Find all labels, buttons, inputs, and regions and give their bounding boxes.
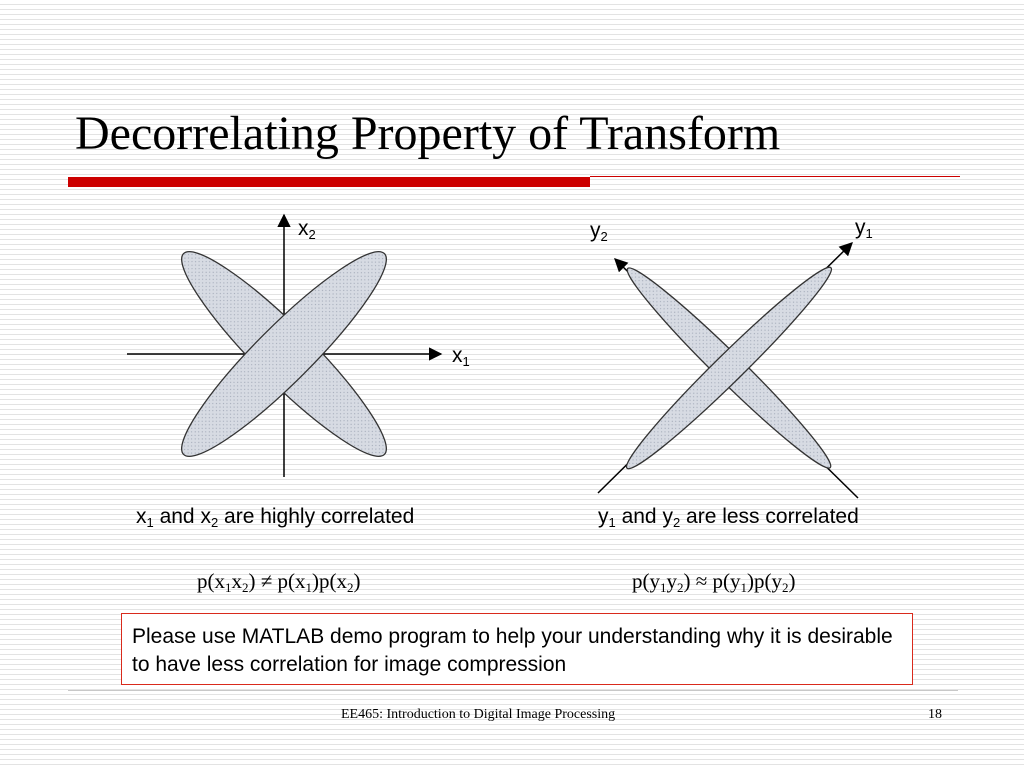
right-probability-formula: $p(y_1y_2) \approx p(y_1)p(y_2)$ — [632, 569, 796, 595]
left-caption: $x_1$ and $x_2$ are highly correlated — [136, 505, 415, 530]
footer-divider — [68, 690, 958, 691]
left-probability-formula: $p(x_1x_2) \ne p(x_1)p(x_2)$ — [197, 569, 361, 595]
left-x1-axis-label: $x_1$ — [452, 344, 470, 369]
matlab-demo-note: Please use MATLAB demo program to help your understanding why it is desirable to have less correlation for image compression — [121, 613, 913, 685]
slide-title: Decorrelating Property of Transform — [75, 107, 781, 160]
left-x2-axis-label: $x_2$ — [298, 217, 316, 242]
right-y1-axis-label: $y_1$ — [855, 216, 873, 241]
right-scatter-diagram — [598, 243, 858, 498]
right-caption: $y_1$ and $y_2$ are less correlated — [598, 505, 859, 530]
left-scatter-diagram — [127, 215, 441, 477]
footer-course-title: EE465: Introduction to Digital Image Processing — [341, 707, 616, 722]
right-y2-axis-label: $y_2$ — [590, 219, 608, 244]
slide-page-number: 18 — [928, 707, 942, 722]
